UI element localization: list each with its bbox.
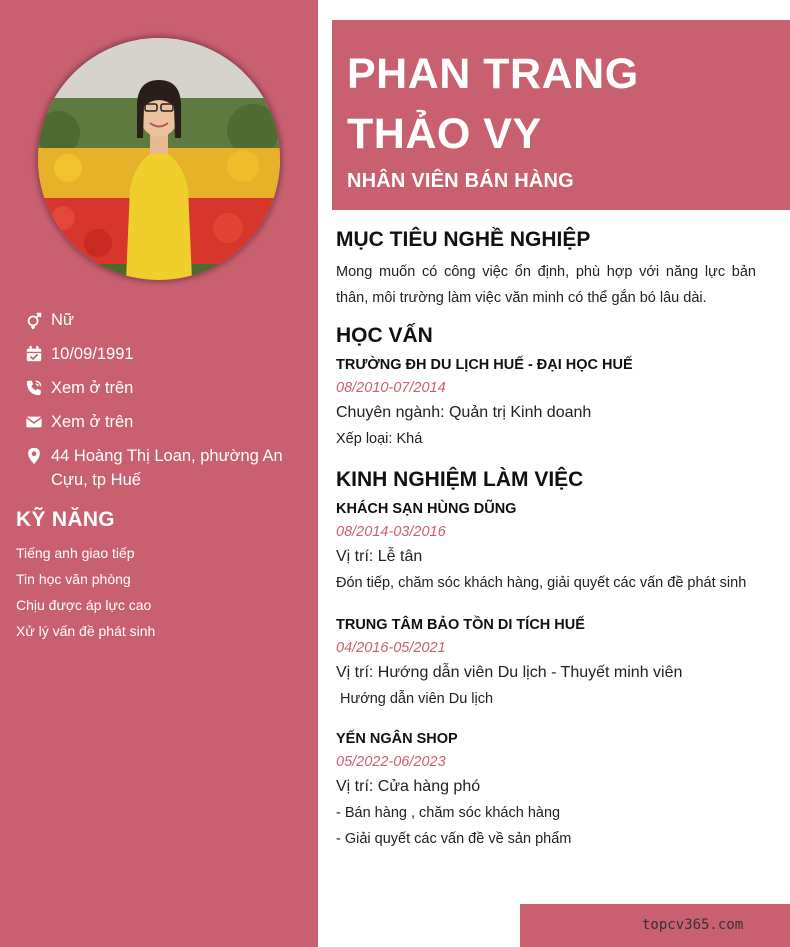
contact-phone: [24, 376, 304, 400]
main-content: [336, 226, 756, 852]
job-entry: [336, 614, 756, 712]
job-position: Vị trí: Hướng dẫn viên Du lịch - Thuyết minh viên: [336, 664, 683, 681]
profile-photo: [38, 38, 280, 280]
skill-item: Xử lý vấn đề phát sinh: [16, 623, 156, 639]
education-section: [336, 322, 756, 452]
address-text: 44 Hoàng Thị Loan, phường An Cựu, tp Huế: [51, 447, 283, 489]
contact-address: [24, 444, 304, 492]
education-grade: Xếp loại: Khá: [336, 431, 423, 447]
job-period: 08/2014-03/2016: [336, 524, 446, 540]
job-detail: Đón tiếp, chăm sóc khách hàng, giải quyết các vấn đề phát sinh: [336, 575, 747, 591]
job-entry: [336, 728, 756, 852]
job-detail: - Giải quyết các vấn đề về sản phẩm: [336, 831, 572, 847]
contact-gender: [24, 308, 304, 332]
name-header: [332, 20, 790, 210]
location-icon: [24, 444, 44, 468]
education-title: HỌC VẤN: [336, 324, 433, 347]
experience-section: [336, 466, 756, 852]
objective-text: Mong muốn có công việc ổn định, phù hợp với năng lực bản thân, môi trường làm việc văn minh có thể gắn bó lâu dài.: [336, 264, 756, 306]
gender-text: Nữ: [51, 311, 74, 329]
objective-title: MỤC TIÊU NGHỀ NGHIỆP: [336, 228, 591, 251]
skills-title: KỸ NĂNG: [16, 508, 115, 531]
skill-item: Chịu được áp lực cao: [16, 597, 152, 613]
job-entry: [336, 498, 756, 596]
education-period: 08/2010-07/2014: [336, 380, 446, 396]
education-major: Chuyên ngành: Quản trị Kinh doanh: [336, 404, 592, 421]
skill-item: Tin học văn phòng: [16, 571, 131, 587]
envelope-icon: [24, 410, 44, 434]
job-company: TRUNG TÂM BẢO TỒN DI TÍCH HUẾ: [336, 617, 585, 633]
full-name-line-1: PHAN TRANG: [347, 50, 639, 98]
experience-title: KINH NGHIỆM LÀM VIỆC: [336, 468, 584, 491]
job-detail: - Bán hàng , chăm sóc khách hàng: [336, 805, 561, 821]
job-position: Vị trí: Cửa hàng phó: [336, 778, 481, 795]
skill-item: Tiếng anh giao tiếp: [16, 545, 135, 561]
sidebar: [0, 0, 318, 947]
phone-icon: [24, 376, 44, 400]
job-detail: Hướng dẫn viên Du lịch: [336, 691, 494, 707]
job-company: KHÁCH SẠN HÙNG DŨNG: [336, 501, 517, 517]
gender-icon: [24, 308, 44, 332]
job-period: 04/2016-05/2021: [336, 640, 446, 656]
footer-bar: [520, 904, 790, 947]
full-name-line-2: THẢO VY: [347, 110, 542, 158]
job-company: YẾN NGÂN SHOP: [336, 731, 458, 747]
skills-section: [16, 508, 306, 644]
birthday-text: 10/09/1991: [51, 345, 134, 363]
objective-section: [336, 226, 756, 311]
site-watermark: topcv365.com: [642, 917, 744, 933]
job-period: 05/2022-06/2023: [336, 754, 446, 770]
skills-list: [16, 540, 306, 644]
phone-text: Xem ở trên: [51, 379, 134, 397]
job-title: NHÂN VIÊN BÁN HÀNG: [347, 170, 574, 192]
school-name: TRƯỜNG ĐH DU LỊCH HUẾ - ĐẠI HỌC HUẾ: [336, 357, 633, 373]
email-text: Xem ở trên: [51, 413, 134, 431]
contact-birthday: [24, 342, 304, 366]
contact-email: [24, 410, 304, 434]
contact-list: [24, 308, 304, 502]
calendar-icon: [24, 342, 44, 366]
job-position: Vị trí: Lễ tân: [336, 548, 423, 565]
